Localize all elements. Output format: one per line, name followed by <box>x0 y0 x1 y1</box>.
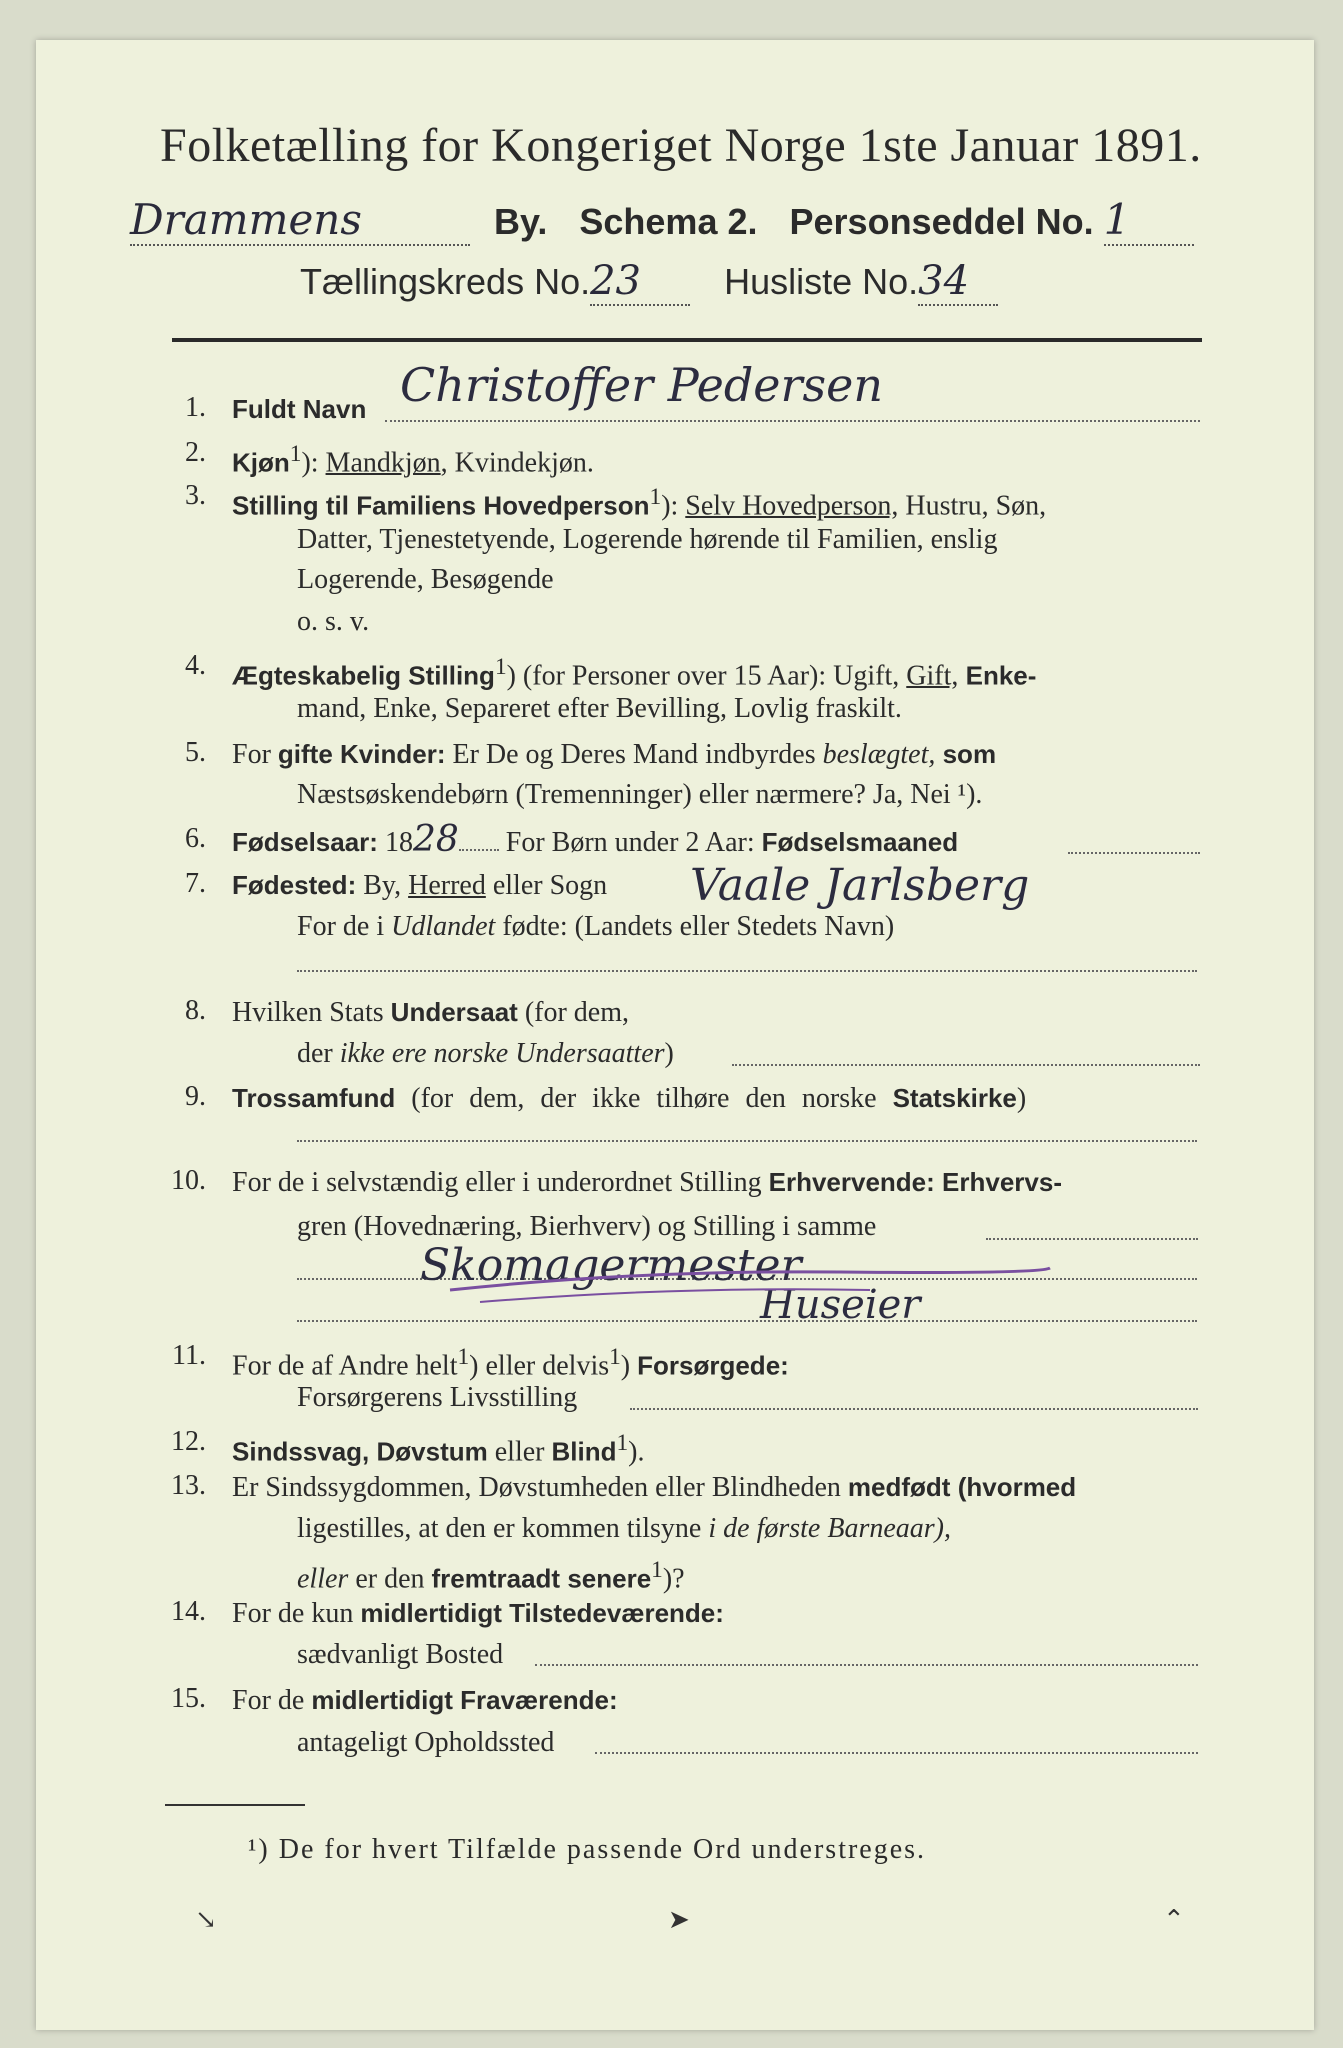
q4-row2: mand, Enke, Separeret efter Bevilling, Lovlig fraskilt. <box>297 693 902 724</box>
q1-number: 1. <box>185 392 206 423</box>
q4-option-enke: Enke- <box>958 660 1037 691</box>
q10-row2: gren (Hovednæring, Bierhverv) og Stilling i samme <box>297 1211 877 1242</box>
q5-label: gifte Kvinder: <box>277 739 446 769</box>
q8-text: Hvilken Stats <box>232 997 391 1028</box>
q5-italic-word: beslægtet, <box>822 739 936 770</box>
q4-row1 <box>232 650 1036 693</box>
q8-label: Undersaat <box>390 997 518 1027</box>
q7-sogn: eller Sogn <box>485 870 608 901</box>
personseddel-label: Personseddel No. <box>789 201 1094 242</box>
q4-text: ) (for Personer over 15 Aar): Ugift, <box>506 660 907 692</box>
q14-row1 <box>232 1596 724 1631</box>
q8-dotline <box>732 1064 1200 1066</box>
q10-answer2-handwritten: Huseier <box>760 1282 921 1328</box>
q8-number: 8. <box>185 995 206 1026</box>
q3-label: Stilling til Familiens Hovedperson <box>232 490 650 521</box>
q6-row <box>232 819 959 860</box>
q10-row1 <box>232 1165 1062 1200</box>
q2-option-female: , Kvindekjøn. <box>440 447 594 479</box>
q12-number: 12. <box>171 1426 206 1457</box>
q3-number: 3. <box>185 480 206 511</box>
q11-sup1: 1 <box>457 1344 470 1370</box>
q14-label: midlertidigt Tilstedeværende: <box>360 1598 724 1628</box>
q13-row3 <box>297 1553 685 1596</box>
q1-dotline <box>385 420 1200 422</box>
q9-number: 9. <box>185 1081 206 1112</box>
q3-options-rest: Hustru, Søn, <box>898 490 1047 522</box>
q10-violet-pencil-strokes <box>440 1250 1060 1310</box>
violet-stroke-1 <box>450 1268 1050 1290</box>
q11-row1 <box>232 1340 789 1383</box>
q3-row2: Datter, Tjenestetyende, Logerende hørende til Familien, enslig <box>297 524 998 555</box>
q8-text-end: (for dem, <box>517 997 630 1028</box>
q15-row1 <box>232 1683 618 1718</box>
husliste-number: 34 <box>918 258 998 306</box>
q8-row1 <box>232 995 629 1030</box>
q11-row2: Forsørgerens Livsstilling <box>297 1382 578 1413</box>
q7-number: 7. <box>185 868 206 899</box>
q1-label-text: Fuldt Navn <box>232 394 367 424</box>
q11-delvis: ) eller delvis <box>469 1350 610 1382</box>
q11-label: Forsørgede: <box>637 1350 789 1381</box>
q6-year-prefix: 18 <box>377 827 413 858</box>
q8-italic: ikke ere norske Undersaatter <box>339 1038 665 1069</box>
q13-er-den: er den <box>348 1563 432 1595</box>
q8-row2 <box>297 1037 674 1071</box>
q6-label: Fødselsaar: <box>232 827 378 857</box>
q13-senere: fremtraadt senere <box>431 1563 652 1594</box>
q15-number: 15. <box>171 1683 206 1714</box>
q13-text: Er Sindssygdommen, Døvstumheden eller Blindheden <box>232 1472 848 1503</box>
q7-herred: Herred <box>408 870 486 901</box>
q10-label2: Erhvervs- <box>934 1167 1062 1197</box>
q11-dotline <box>630 1408 1198 1410</box>
footnote: ¹) De for hvert Tilfælde passende Ord understreges. <box>248 1834 927 1865</box>
q15-label: midlertidigt Fraværende: <box>311 1685 618 1715</box>
q3-row3: Logerende, Besøgende <box>297 564 554 595</box>
q9-label: Trossamfund <box>232 1083 396 1113</box>
q6-dotline <box>459 849 499 851</box>
q13-text2: ligestilles, at den er kommen tilsyne <box>297 1513 709 1544</box>
q6-year-handwritten: 28 <box>412 819 459 860</box>
q13-row1 <box>232 1470 1076 1505</box>
q7-answer-handwritten: Vaale Jarlsberg <box>690 860 1030 911</box>
q13-sup: 1 <box>651 1557 663 1583</box>
q11-helt: For de af Andre helt <box>232 1350 458 1382</box>
q12-sup: 1 <box>616 1430 629 1456</box>
corner-mark-center: ➤ <box>668 1905 690 1934</box>
q13-number: 13. <box>171 1470 206 1501</box>
q3-colon: ): <box>661 490 686 522</box>
corner-mark-right: ⌃ <box>1163 1905 1185 1934</box>
q10-dotline1 <box>986 1238 1198 1240</box>
q14-dotline <box>535 1664 1198 1666</box>
q3-row4: o. s. v. <box>297 606 370 637</box>
q3-row1 <box>232 480 1046 523</box>
header-rule <box>172 338 1202 342</box>
city-line <box>130 195 1194 246</box>
q10-dotline3 <box>297 1320 1197 1322</box>
q9-text: (for dem, der ikke tilhøre den norske <box>395 1083 893 1114</box>
q7-udland-italic: Udlandet <box>391 911 496 942</box>
q6-under2-text: For Børn under 2 Aar: <box>498 827 762 858</box>
husliste-label: Husliste No. <box>724 261 919 302</box>
q6-month-label: Fødselsmaaned <box>761 827 959 857</box>
q7-dotline <box>297 970 1197 972</box>
q14-prefix: For de kun <box>232 1598 361 1629</box>
q4-label: Ægteskabelig Stilling <box>232 660 495 691</box>
kreds-label: Tællingskreds No. <box>300 261 591 302</box>
q15-prefix: For de <box>232 1685 312 1716</box>
q13-italic: i de første Barneaar), <box>708 1513 951 1544</box>
q9-paren: ) <box>1016 1083 1027 1114</box>
kreds-line <box>300 258 998 306</box>
q2-label: Kjøn <box>232 447 290 478</box>
q2-option-male: Mandkjøn <box>325 447 441 479</box>
q9-row <box>232 1081 1026 1116</box>
schema-label: Schema 2. <box>579 201 758 242</box>
city-handwritten: Drammens <box>130 195 470 246</box>
q14-row2: sædvanligt Bosted <box>297 1639 504 1670</box>
q7-row2 <box>297 910 894 944</box>
q10-text: For de i selvstændig eller i underordnet Stilling <box>232 1167 769 1198</box>
q7-by: By, <box>356 870 409 901</box>
q12-label: Sindssvag, Døvstum <box>232 1436 488 1467</box>
q10-answer1-handwritten: Skomagermester <box>420 1240 802 1291</box>
q11-number: 11. <box>172 1340 206 1371</box>
q8-paren: ) <box>664 1038 674 1069</box>
q1-label <box>232 392 366 427</box>
footnote-rule <box>165 1804 305 1806</box>
q3-footnote-marker: 1 <box>649 484 662 510</box>
q12-blind: Blind <box>551 1436 617 1467</box>
q10-number: 10. <box>171 1165 206 1196</box>
by-label: By. <box>494 201 548 242</box>
q13-eller: eller <box>297 1563 349 1595</box>
q13-medfodt: medfødt <box>847 1472 951 1502</box>
q5-prefix: For <box>232 739 278 770</box>
q4-footnote-marker: 1 <box>494 654 507 680</box>
q2-number: 2. <box>185 437 206 468</box>
corner-mark-left: ↘ <box>195 1905 217 1934</box>
q10-label: Erhvervende: <box>768 1167 935 1197</box>
q2-colon: ): <box>301 447 326 479</box>
q15-row2: antageligt Opholdssted <box>297 1727 555 1758</box>
q2-footnote-marker: 1 <box>289 441 302 467</box>
q12-end: ). <box>628 1436 645 1468</box>
q8-der: der <box>297 1038 340 1069</box>
form-title: Folketælling for Kongeriget Norge 1ste Januar 1891. <box>160 119 1202 172</box>
q12-eller: eller <box>487 1436 552 1468</box>
q7-row1 <box>232 868 607 903</box>
q14-number: 14. <box>171 1596 206 1627</box>
q5-row2: Næstsøskendebørn (Tremenninger) eller nærmere? Ja, Nei ¹). <box>297 779 983 810</box>
q5-som: som <box>935 739 997 769</box>
q12-row <box>232 1426 644 1469</box>
q15-dotline <box>595 1752 1198 1754</box>
q11-sup2: 1 <box>609 1344 621 1370</box>
q7-udland-prefix: For de i <box>297 911 392 942</box>
q9-dotline <box>297 1140 1197 1142</box>
q13-hvormed: (hvormed <box>950 1472 1077 1502</box>
q13-end: )? <box>662 1563 685 1595</box>
q7-udland-rest: fødte: (Landets eller Stedets Navn) <box>495 911 895 942</box>
q1-answer-handwritten: Christoffer Pedersen <box>400 358 883 412</box>
q13-row2 <box>297 1512 951 1546</box>
q4-option-gift: Gift, <box>906 660 959 692</box>
q2-row <box>232 437 594 480</box>
q5-text: Er De og Deres Mand indbyrdes <box>445 739 823 770</box>
q5-row1 <box>232 737 996 772</box>
q3-option-selv-hovedperson: Selv Hovedperson, <box>685 490 899 522</box>
q9-statskirke: Statskirke <box>892 1083 1017 1113</box>
q11-paren: ) <box>620 1350 638 1382</box>
kreds-number: 23 <box>590 258 690 306</box>
q4-number: 4. <box>185 650 206 681</box>
q6-number: 6. <box>185 823 206 854</box>
q5-number: 5. <box>185 737 206 768</box>
q6-month-dotline <box>1068 852 1200 854</box>
violet-stroke-2 <box>480 1289 870 1302</box>
personseddel-number: 1 <box>1104 195 1194 246</box>
q7-label: Fødested: <box>232 870 357 900</box>
